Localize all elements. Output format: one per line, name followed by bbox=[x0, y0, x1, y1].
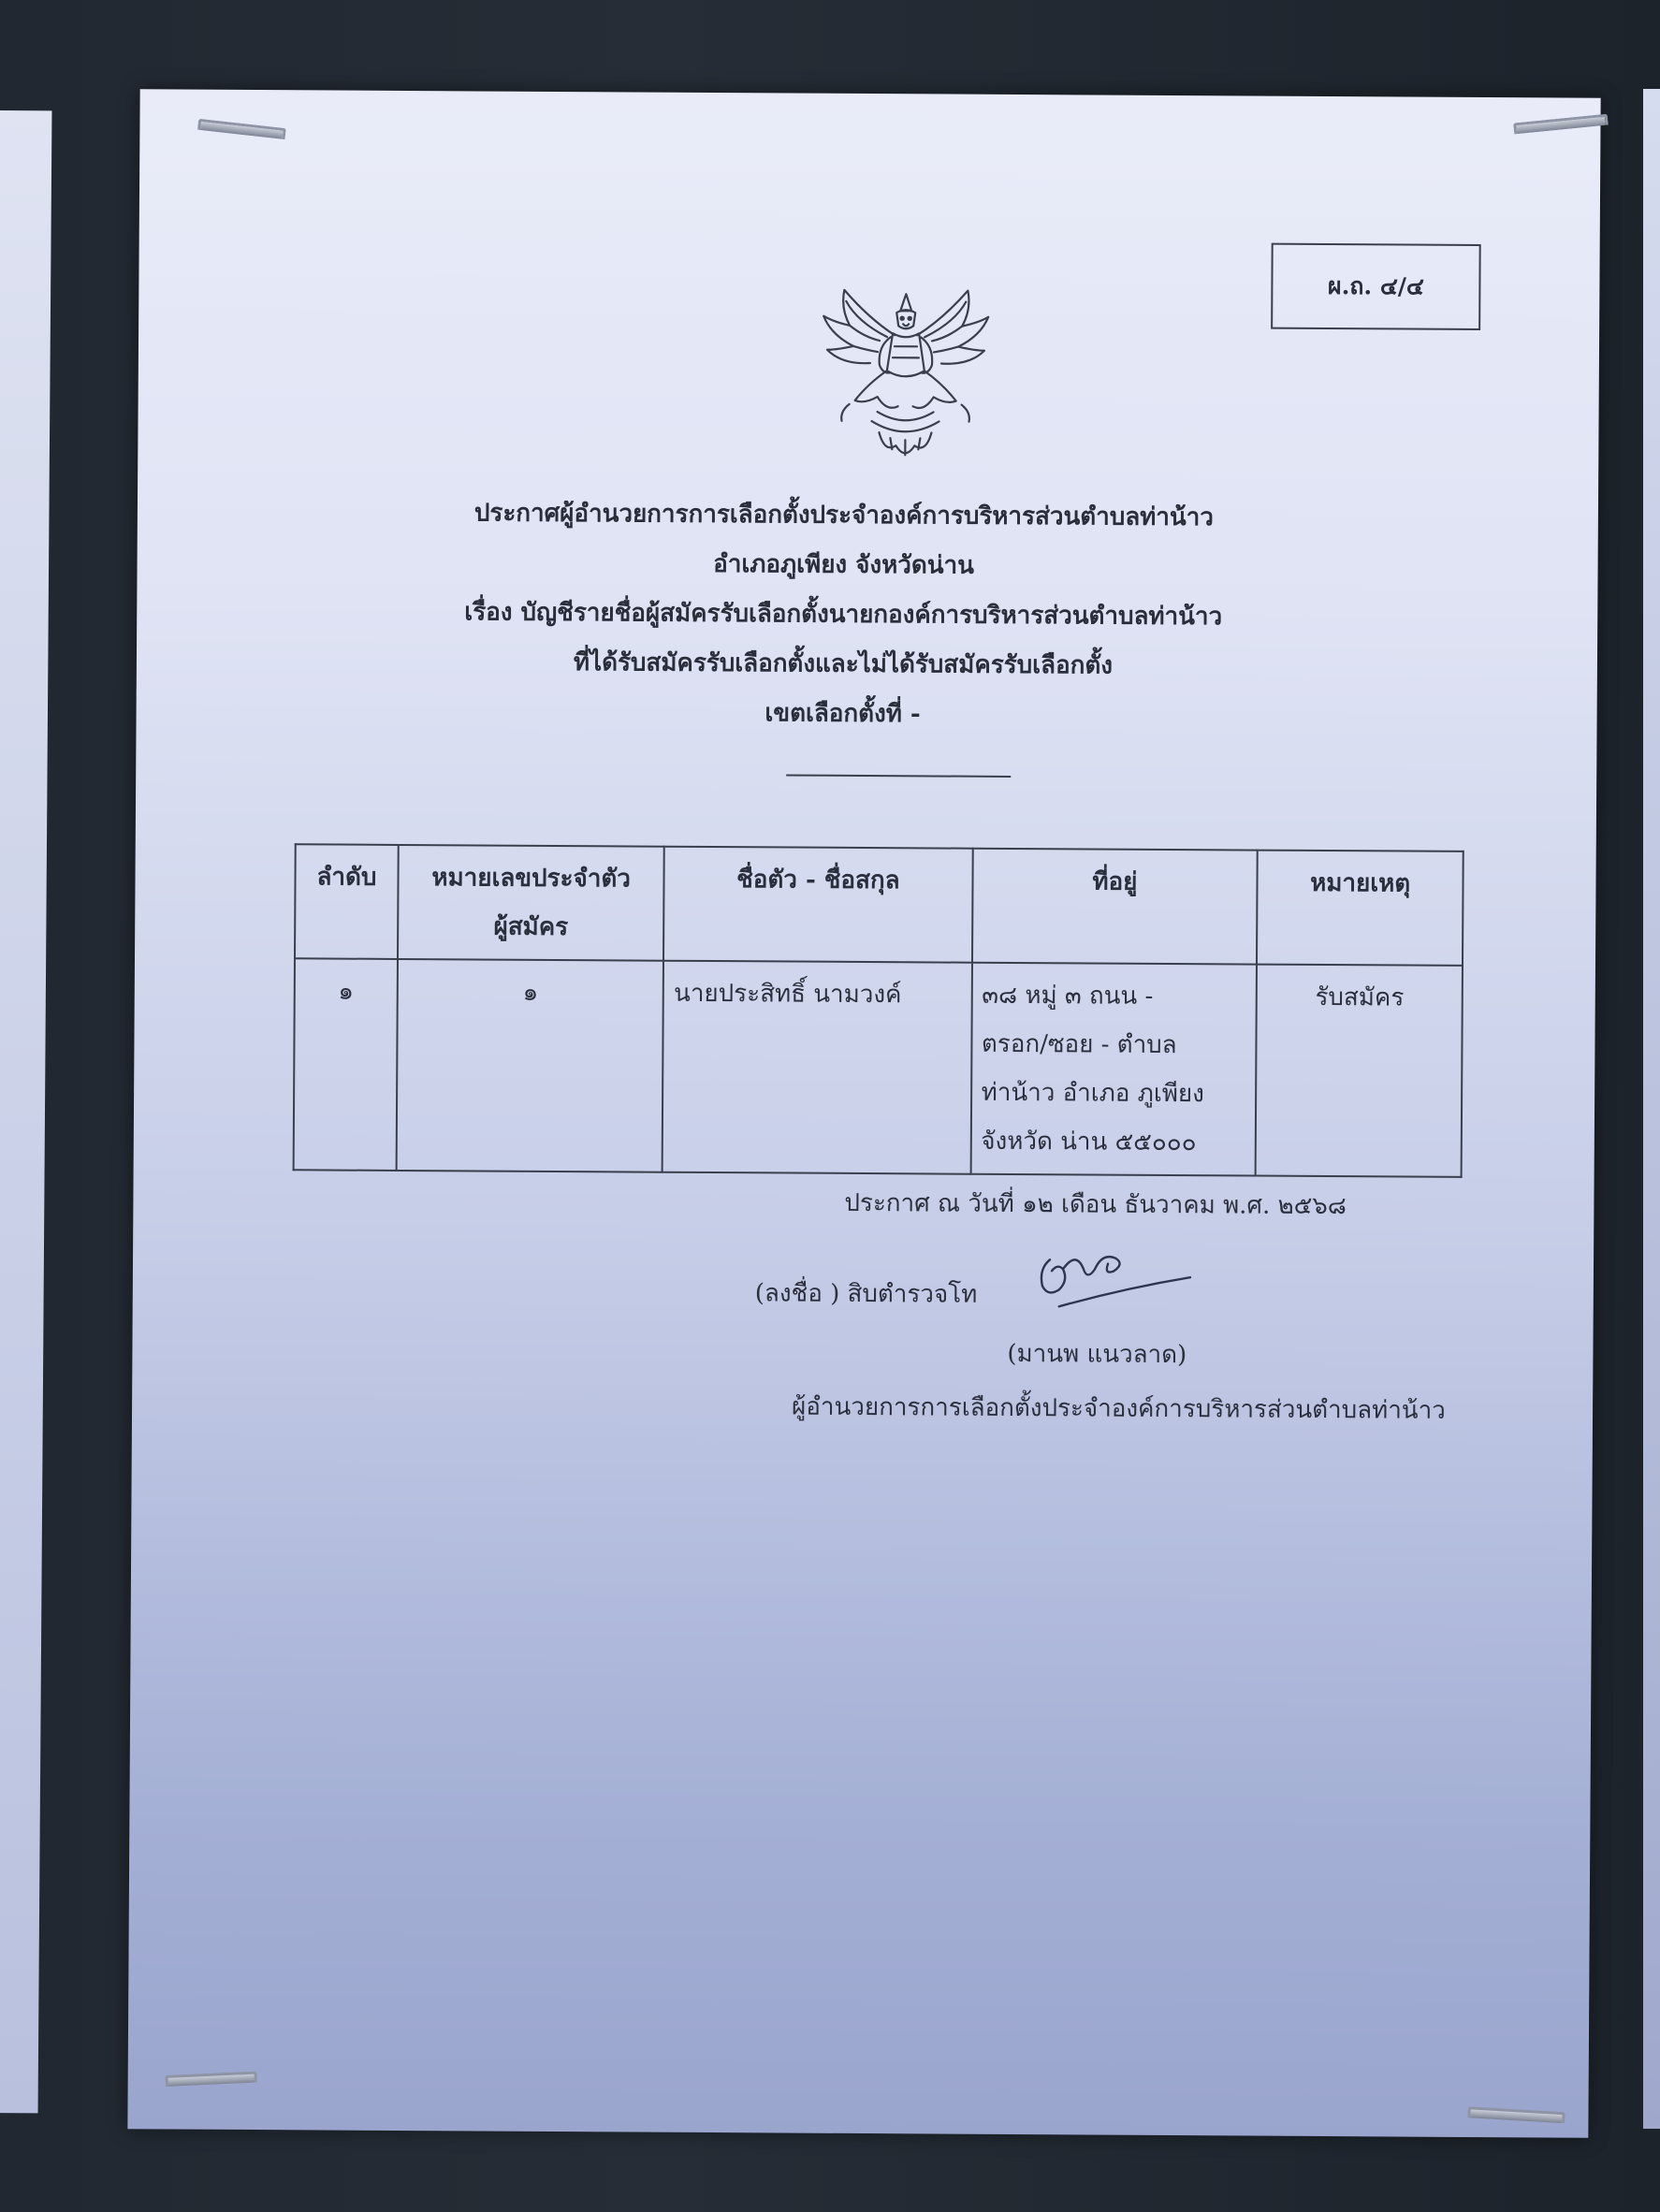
address-line-1: ๓๘ หมู่ ๓ ถนน - bbox=[982, 981, 1154, 1011]
address-line-4: จังหวัด น่าน ๕๕๐๐๐ bbox=[981, 1127, 1197, 1157]
form-code-box bbox=[1271, 243, 1481, 330]
col-header-number bbox=[398, 845, 664, 961]
header-constituency: เขตเลือกตั้งที่ - bbox=[764, 699, 921, 729]
candidate-table bbox=[293, 843, 1464, 1178]
col-header-number-line1: หมายเลขประจำตัว bbox=[431, 864, 631, 894]
header-subject-cont: ที่ได้รับสมัครรับเลือกตั้งและไม่ได้รับสมัครรับเลือกตั้ง bbox=[573, 648, 1114, 680]
handwritten-signature bbox=[1022, 1231, 1210, 1317]
table-row bbox=[294, 958, 1463, 1177]
cell-remark: รับสมัคร bbox=[1256, 965, 1463, 1177]
cell-number: ๑ bbox=[397, 959, 664, 1172]
address-line-3: ท่าน้าว อำเภอ ภูเพียง bbox=[981, 1078, 1204, 1109]
staple-bottom-right bbox=[1467, 2106, 1565, 2123]
col-header-address: ที่อยู่ bbox=[971, 849, 1258, 965]
staple-bottom-left bbox=[165, 2071, 256, 2087]
header-subject: เรื่อง บัญชีรายชื่อผู้สมัครรับเลือกตั้งนายกองค์การบริหารส่วนตำบลท่าน้าว bbox=[464, 598, 1223, 632]
adjacent-sheet-right bbox=[1643, 89, 1660, 2129]
form-code: ผ.ถ. ๔/๔ bbox=[1327, 272, 1424, 300]
signature-label: (ลงชื่อ ) สิบตำรวจโท bbox=[754, 1279, 978, 1309]
announcement-header bbox=[304, 488, 1382, 742]
cell-address bbox=[970, 963, 1257, 1176]
col-header-number-line2: ผู้สมัคร bbox=[493, 912, 569, 942]
staple-top-right bbox=[1513, 114, 1609, 135]
cell-order: ๑ bbox=[294, 958, 398, 1171]
announcement-date: ประกาศ ณ วันที่ ๑๒ เดือน ธันวาคม พ.ศ. ๒๕๖๘ bbox=[844, 1188, 1347, 1221]
garuda-emblem-icon bbox=[811, 281, 999, 469]
col-header-name: ชื่อตัว - ชื่อสกุล bbox=[663, 847, 972, 963]
header-title: ประกาศผู้อำนวยการการเลือกตั้งประจำองค์การบริหารส่วนตำบลท่าน้าว bbox=[473, 499, 1215, 532]
header-district: อำเภอภูเพียง จังหวัดน่าน bbox=[713, 550, 975, 580]
table-header-row bbox=[295, 844, 1463, 966]
signer-title: ผู้อำนวยการการเลือกตั้งประจำองค์การบริหารส่วนตำบลท่าน้าว bbox=[791, 1392, 1446, 1425]
staple-top-left bbox=[197, 119, 286, 139]
col-header-remark: หมายเหตุ bbox=[1257, 851, 1463, 966]
cell-name: นายประสิทธิ์ นามวงค์ bbox=[663, 961, 972, 1174]
header-divider bbox=[786, 774, 1011, 777]
address-line-2: ตรอก/ซอย - ตำบล bbox=[981, 1029, 1177, 1060]
col-header-order: ลำดับ bbox=[295, 844, 399, 959]
announcement-sheet bbox=[127, 89, 1600, 2137]
signer-name: (มานพ แนวลาด) bbox=[1007, 1339, 1187, 1370]
